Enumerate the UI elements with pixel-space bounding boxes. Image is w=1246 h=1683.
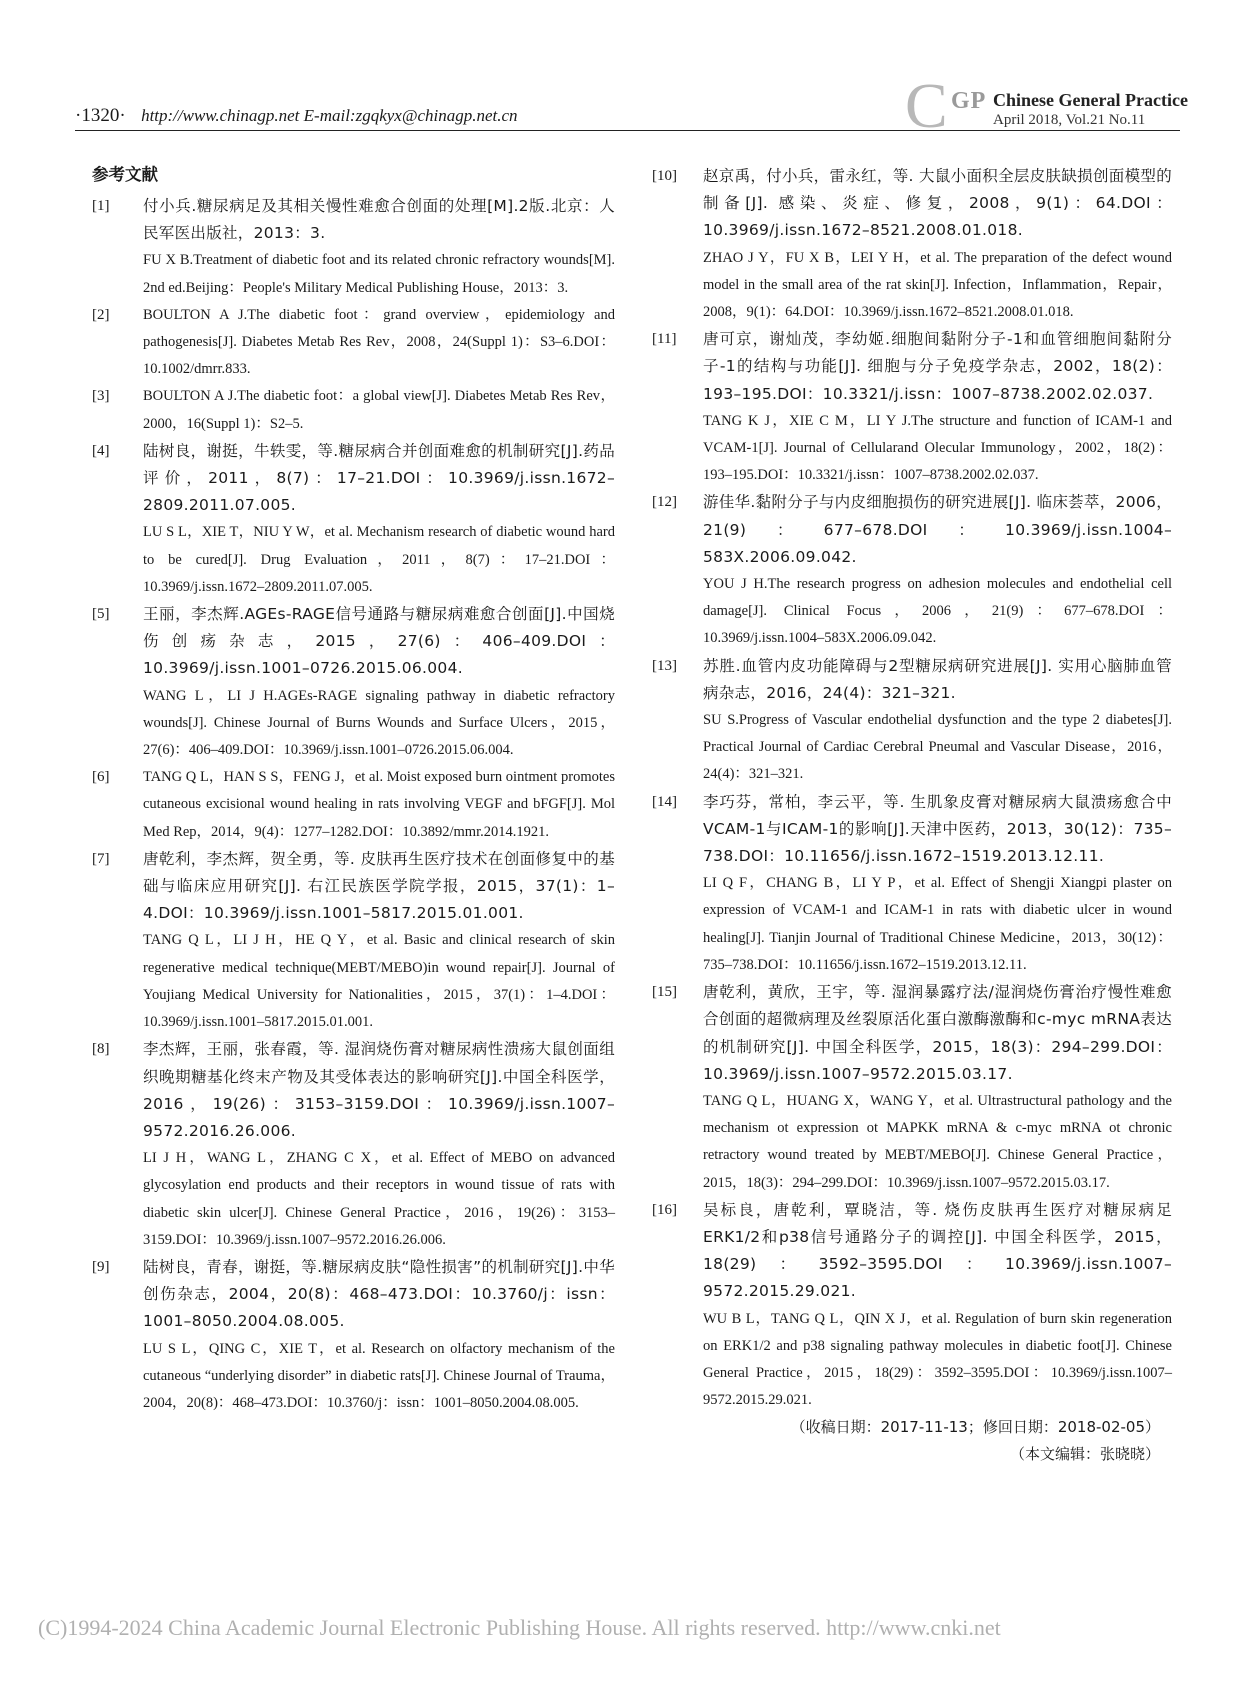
reference-chinese: 唐乾利，李杰辉，贺全勇，等. 皮肤再生医疗技术在创面修复中的基础与临床应用研究[J]. 右江民族医学院学报，2015，37(1)：1–4.DOI：10.3969/j.issn.1001–5817.2015.01.001. (143, 849, 615, 923)
reference-english: WANG L，LI J H.AGEs-RAGE signaling pathway in diabetic refractory wounds[J]. Chinese Journal of Burns Wounds and Surface Ulcers，2015，27(6)：406–409.DOI：10.3969/j.issn.1001–0726.2015.06.004. (143, 687, 615, 759)
reference-entry (652, 1197, 1172, 1415)
reference-chinese: 陆树良，青春，谢挺，等.糖尿病皮肤“隐性损害”的机制研究[J].中华创伤杂志，2004，20(8)：468–473.DOI：10.3760/j：issn：1001–8050.2004.08.005. (143, 1257, 615, 1331)
reference-entry (652, 163, 1172, 326)
reference-entry (92, 764, 615, 846)
reference-entry (92, 193, 615, 302)
reference-chinese: 唐可京，谢灿茂，李幼姬.细胞间黏附分子-1和血管细胞间黏附分子-1的结构与功能[J]. 细胞与分子免疫学杂志，2002，18(2)：193–195.DOI：10.3321/j.issn：1007–8738.2002.02.037. (703, 330, 1172, 403)
running-header (75, 105, 518, 127)
reference-english: TANG Q L，HUANG X，WANG Y，et al. Ultrastructural pathology and the mechanism ot expression ot MAPKK mRNA & c-myc mRNA ot chronic retractory wound treated by MEBT/MEBO[J]. Chinese General Practice，2015，18(3)：294–299.DOI：10.3969/j.issn.1007–9572.2015.03.17. (703, 1092, 1172, 1191)
reference-label: [11] (652, 331, 677, 348)
reference-label: [6] (92, 769, 110, 786)
reference-entry (92, 1036, 615, 1254)
left-column (92, 162, 615, 1417)
journal-logo (905, 70, 1190, 141)
reference-english: LU S L，QING C，XIE T，et al. Research on olfactory mechanism of the cutaneous “underlying disorder” in diabetic rats[J]. Chinese Journal of Trauma，2004，20(8)：468–473.DOI：10.3760/j：issn：1001–8050.2004.08.005. (143, 1340, 615, 1411)
url-email[interactable]: http://www.chinagp.net E-mail:zgqkyx@chinagp.net.cn (141, 106, 518, 125)
reference-label: [10] (652, 168, 677, 184)
reference-english: WU B L，TANG Q L，QIN X J，et al. Regulation of burn skin regeneration on ERK1/2 and p38 signaling pathway molecules in diabetic foot[J]. Chinese General Practice，2015，18(29)：3592–3595.DOI：10.3969/j.issn.1007–9572.2015.29.021. (703, 1310, 1172, 1409)
reference-label: [3] (92, 388, 110, 405)
reference-entry (652, 789, 1172, 979)
reference-entry (652, 653, 1172, 789)
reference-label: [12] (652, 494, 677, 511)
section-title: 参考文献 (92, 165, 158, 184)
reference-chinese: 王丽，李杰辉.AGEs-RAGE信号通路与糖尿病难愈合创面[J].中国烧伤创疡杂志，2015，27(6)：406–409.DOI：10.3969/j.issn.1001–0726.2015.06.004. (143, 605, 615, 678)
header-rule (75, 130, 1180, 131)
editor-note: （本文编辑：张晓晓） (1009, 1445, 1160, 1464)
reference-chinese: 唐乾利，黄欣，王宇，等. 湿润暴露疗法/湿润烧伤膏治疗慢性难愈合创面的超微病理及丝裂原活化蛋白激酶激酶和c-myc mRNA表达的机制研究[J]. 中国全科医学，2015，18(3)：294–299.DOI：10.3969/j.issn.1007–9572.2015.03.17. (703, 983, 1172, 1083)
reference-chinese: 陆树良，谢挺，牛轶雯，等.糖尿病合并创面难愈的机制研究[J].药品评价，2011，8(7)：17–21.DOI：10.3969/j.issn.1672–2809.2011.07.005. (143, 441, 615, 515)
journal-issue: April 2018, Vol.21 No.11 (993, 112, 1146, 128)
reference-label: [1] (92, 198, 110, 214)
reference-label: [5] (92, 606, 110, 623)
reference-chinese: 李巧芬，常柏，李云平，等. 生肌象皮膏对糖尿病大鼠溃疡愈合中VCAM-1与ICAM-1的影响[J].天津中医药，2013，30(12)：735–738.DOI：10.11656/j.issn.1672–1519.2013.12.11. (703, 792, 1172, 866)
reference-english: YOU J H.The research progress on adhesion molecules and endothelial cell damage[J]. Clinical Focus，2006，21(9)：677–678.DOI：10.3969/j.issn.1004–583X.2006.09.042. (703, 576, 1172, 647)
reference-label: [14] (652, 793, 677, 810)
reference-entry (92, 846, 615, 1036)
reference-chinese: 吴标良，唐乾利，覃晓洁，等. 烧伤皮肤再生医疗对糖尿病足ERK1/2和p38信号通路分子的调控[J]. 中国全科医学，2015，18(29)：3592–3595.DOI：10.3969/j.issn.1007–9572.2015.29.021. (703, 1200, 1172, 1301)
reference-entry (652, 979, 1172, 1197)
reference-english: TANG Q L，LI J H，HE Q Y，et al. Basic and clinical research of skin regenerative medical technique(MEBT/MEBO)in wound repair[J]. Journal of Youjiang Medical University for Nationalities，2015，37(1)：1–4.DOI：10.3969/j.issn.1001–5817.2015.01.001. (143, 932, 615, 1031)
reference-chinese: 李杰辉，王丽，张春霞，等. 湿润烧伤膏对糖尿病性溃疡大鼠创面组织晚期糖基化终末产物及其受体表达的影响研究[J].中国全科医学，2016，19(26)：3153–3159.DOI：10.3969/j.issn.1007–9572.2016.26.006. (143, 1040, 615, 1140)
right-column (652, 163, 1172, 1468)
reference-entry (92, 1254, 615, 1417)
reference-chinese: 付小兵.糖尿病足及其相关慢性难愈合创面的处理[M].2版.北京：人民军医出版社，2013：3. (143, 197, 615, 243)
reference-english: TANG K J，XIE C M，LI Y J.The structure and function of ICAM-1 and VCAM-1[J]. Journal of Cellularand Olecular Immunology，2002，18(2)：193–195.DOI：10.3321/j.issn：1007–8738.2002.02.037. (703, 412, 1172, 484)
reference-english: SU S.Progress of Vascular endothelial dysfunction and the type 2 diabetes[J]. Practical Journal of Cardiac Cerebral Pneumal and Vascular Disease，2016，24(4)：321–321. (703, 712, 1172, 783)
reference-entry (92, 438, 615, 601)
reference-label: [13] (652, 657, 677, 674)
page-number: ·1320· (75, 105, 126, 126)
journal-name: Chinese General Practice (993, 90, 1188, 110)
reference-entry (92, 601, 615, 764)
copyright-footer: (C)1994-2024 China Academic Journal Electronic Publishing House. All rights reserved. http://www.cnki.net (38, 1615, 1001, 1640)
reference-chinese: 赵京禹，付小兵，雷永红，等. 大鼠小面积全层皮肤缺损创面模型的制备[J]. 感染、炎症、修复，2008，9(1)：64.DOI：10.3969/j.issn.1672–8521.2008.01.018. (703, 167, 1172, 240)
reference-entry (652, 489, 1172, 652)
reference-label: [2] (92, 306, 110, 323)
reference-english: FU X B.Treatment of diabetic foot and its related chronic refractory wounds[M]. 2nd ed.Beijing：People's Military Medical Publishing House，2013：3. (143, 252, 615, 296)
reference-english: LI J H，WANG L，ZHANG C X，et al. Effect of MEBO on advanced glycosylation end products and their receptors in wound tissue of rats with diabetic skin ulcer[J]. Chinese General Practice，2016，19(26)：3153–3159.DOI：10.3969/j.issn.1007–9572.2016.26.006. (143, 1150, 615, 1248)
logo-letter-c: C (905, 70, 948, 141)
reference-entry (652, 326, 1172, 489)
received-dates: （收稿日期：2017-11-13；修回日期：2018-02-05） (790, 1418, 1160, 1437)
reference-chinese: 苏胜.血管内皮功能障碍与2型糖尿病研究进展[J]. 实用心脑肺血管病杂志，2016，24(4)：321–321. (703, 656, 1172, 702)
reference-label: [4] (92, 442, 110, 459)
reference-label: [16] (652, 1201, 677, 1218)
reference-label: [7] (92, 850, 110, 867)
reference-label: [9] (92, 1258, 110, 1275)
reference-english: TANG Q L，HAN S S，FENG J，et al. Moist exposed burn ointment promotes cutaneous excisional wound healing in rats involving VEGF and bFGF[J]. Mol Med Rep，2014，9(4)：1277–1282.DOI：10.3892/mmr.2014.1921. (143, 769, 615, 840)
reference-english: ZHAO J Y，FU X B，LEI Y H，et al. The preparation of the defect wound model in the small area of the rat skin[J]. Infection，Inflammation，Repair，2008，9(1)：64.DOI：10.3969/j.issn.1672–8521.2008.01.018. (703, 249, 1172, 321)
reference-entry (92, 383, 615, 437)
reference-english: BOULTON A J.The diabetic foot：a global view[J]. Diabetes Metab Res Rev，2000，16(Suppl 1)：S2–5. (143, 388, 615, 432)
reference-label: [15] (652, 984, 677, 1001)
reference-english: BOULTON A J.The diabetic foot：grand overview，epidemiology and pathogenesis[J]. Diabetes Metab Res Rev，2008，24(Suppl 1)：S3–6.DOI：10.1002/dmrr.833. (143, 306, 615, 378)
logo-letters-gp: GP (951, 88, 987, 114)
reference-english: LU S L，XIE T，NIU Y W，et al. Mechanism research of diabetic wound hard to be cured[J]. Drug Evaluation，2011，8(7)：17–21.DOI：10.3969/j.issn.1672–2809.2011.07.005. (143, 524, 615, 595)
reference-chinese: 游佳华.黏附分子与内皮细胞损伤的研究进展[J]. 临床荟萃，2006，21(9)：677–678.DOI：10.3969/j.issn.1004–583X.2006.09.042. (703, 493, 1172, 566)
reference-label: [8] (92, 1041, 110, 1058)
reference-english: LI Q F，CHANG B，LI Y P，et al. Effect of Shengji Xiangpi plaster on expression of VCAM-1 and ICAM-1 in rats with diabetic ulcer in wound healing[J]. Tianjin Journal of Traditional Chinese Medicine，2013，30(12)：735–738.DOI：10.11656/j.issn.1672–1519.2013.12.11. (703, 875, 1172, 973)
reference-entry (92, 302, 615, 384)
